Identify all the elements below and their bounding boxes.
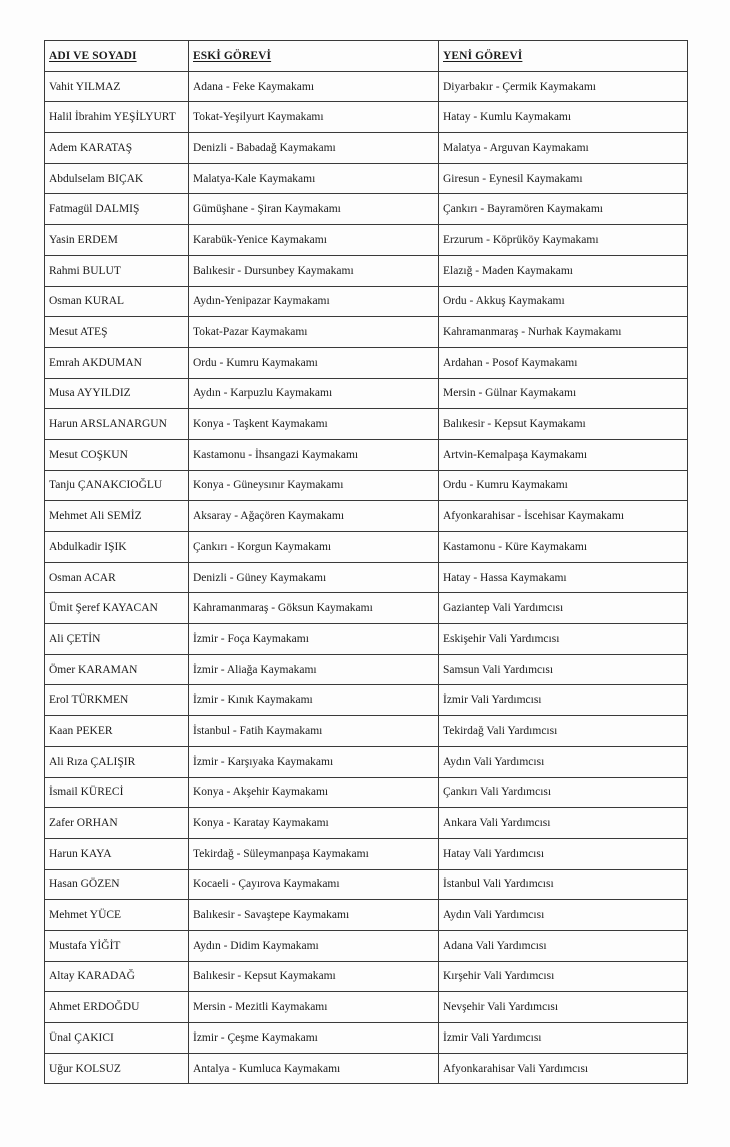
cell-old-post: Konya - Akşehir Kaymakamı: [189, 777, 439, 808]
cell-name: Yasin ERDEM: [45, 225, 189, 256]
cell-old-post: Aydın - Didim Kaymakamı: [189, 930, 439, 961]
cell-name: Ali Rıza ÇALIŞIR: [45, 746, 189, 777]
cell-old-post: Tekirdağ - Süleymanpaşa Kaymakamı: [189, 838, 439, 869]
cell-new-post: Ankara Vali Yardımcısı: [439, 808, 688, 839]
table-row: [45, 593, 688, 624]
table-row: [45, 900, 688, 931]
cell-name: Hasan GÖZEN: [45, 869, 189, 900]
table-row: [45, 961, 688, 992]
cell-name: Vahit YILMAZ: [45, 71, 189, 102]
cell-name: Ömer KARAMAN: [45, 654, 189, 685]
cell-name: Zafer ORHAN: [45, 808, 189, 839]
cell-new-post: Eskişehir Vali Yardımcısı: [439, 624, 688, 655]
table-row: [45, 194, 688, 225]
cell-old-post: Konya - Karatay Kaymakamı: [189, 808, 439, 839]
cell-old-post: Kocaeli - Çayırova Kaymakamı: [189, 869, 439, 900]
cell-new-post: Elazığ - Maden Kaymakamı: [439, 255, 688, 286]
cell-new-post: Kastamonu - Küre Kaymakamı: [439, 532, 688, 563]
cell-old-post: İzmir - Foça Kaymakamı: [189, 624, 439, 655]
cell-name: Kaan PEKER: [45, 716, 189, 747]
cell-new-post: Hatay - Kumlu Kaymakamı: [439, 102, 688, 133]
cell-name: Musa AYYILDIZ: [45, 378, 189, 409]
cell-name: Fatmagül DALMIŞ: [45, 194, 189, 225]
cell-new-post: Giresun - Eynesil Kaymakamı: [439, 163, 688, 194]
cell-name: Ali ÇETİN: [45, 624, 189, 655]
cell-new-post: Çankırı Vali Yardımcısı: [439, 777, 688, 808]
cell-name: Ahmet ERDOĞDU: [45, 992, 189, 1023]
cell-new-post: Erzurum - Köprüköy Kaymakamı: [439, 225, 688, 256]
cell-old-post: Denizli - Babadağ Kaymakamı: [189, 133, 439, 164]
cell-name: Altay KARADAĞ: [45, 961, 189, 992]
cell-new-post: Malatya - Arguvan Kaymakamı: [439, 133, 688, 164]
cell-old-post: Tokat-Yeşilyurt Kaymakamı: [189, 102, 439, 133]
cell-new-post: Ardahan - Posof Kaymakamı: [439, 347, 688, 378]
cell-name: Emrah AKDUMAN: [45, 347, 189, 378]
cell-old-post: Aksaray - Ağaçören Kaymakamı: [189, 501, 439, 532]
cell-new-post: İzmir Vali Yardımcısı: [439, 685, 688, 716]
cell-new-post: Balıkesir - Kepsut Kaymakamı: [439, 409, 688, 440]
table-row: [45, 992, 688, 1023]
cell-name: Mehmet YÜCE: [45, 900, 189, 931]
cell-old-post: Çankırı - Korgun Kaymakamı: [189, 532, 439, 563]
cell-new-post: Kırşehir Vali Yardımcısı: [439, 961, 688, 992]
cell-new-post: Tekirdağ Vali Yardımcısı: [439, 716, 688, 747]
cell-new-post: Adana Vali Yardımcısı: [439, 930, 688, 961]
cell-old-post: Aydın - Karpuzlu Kaymakamı: [189, 378, 439, 409]
cell-old-post: Karabük-Yenice Kaymakamı: [189, 225, 439, 256]
cell-old-post: Konya - Taşkent Kaymakamı: [189, 409, 439, 440]
cell-old-post: Balıkesir - Kepsut Kaymakamı: [189, 961, 439, 992]
table-row: [45, 746, 688, 777]
cell-old-post: İzmir - Karşıyaka Kaymakamı: [189, 746, 439, 777]
cell-new-post: Hatay - Hassa Kaymakamı: [439, 562, 688, 593]
cell-old-post: İstanbul - Fatih Kaymakamı: [189, 716, 439, 747]
cell-name: Abdulselam BIÇAK: [45, 163, 189, 194]
table-row: [45, 470, 688, 501]
cell-new-post: Mersin - Gülnar Kaymakamı: [439, 378, 688, 409]
table-row: [45, 409, 688, 440]
table-row: [45, 163, 688, 194]
table-row: [45, 685, 688, 716]
cell-name: Erol TÜRKMEN: [45, 685, 189, 716]
cell-new-post: Aydın Vali Yardımcısı: [439, 900, 688, 931]
table-header: [45, 41, 688, 72]
table-row: [45, 102, 688, 133]
appointments-table: [44, 40, 688, 1084]
cell-new-post: Samsun Vali Yardımcısı: [439, 654, 688, 685]
cell-name: İsmail KÜRECİ: [45, 777, 189, 808]
table-row: [45, 808, 688, 839]
table-body: [45, 71, 688, 1084]
cell-name: Uğur KOLSUZ: [45, 1053, 189, 1084]
header-old-post: ESKİ GÖREVİ: [189, 41, 439, 72]
table-row: [45, 378, 688, 409]
cell-name: Abdulkadir IŞIK: [45, 532, 189, 563]
table-row: [45, 286, 688, 317]
cell-old-post: İzmir - Aliağa Kaymakamı: [189, 654, 439, 685]
cell-new-post: Afyonkarahisar - İscehisar Kaymakamı: [439, 501, 688, 532]
table-row: [45, 624, 688, 655]
cell-new-post: Afyonkarahisar Vali Yardımcısı: [439, 1053, 688, 1084]
cell-old-post: Adana - Feke Kaymakamı: [189, 71, 439, 102]
cell-name: Rahmi BULUT: [45, 255, 189, 286]
cell-old-post: Konya - Güneysınır Kaymakamı: [189, 470, 439, 501]
cell-old-post: İzmir - Çeşme Kaymakamı: [189, 1023, 439, 1054]
table-row: [45, 71, 688, 102]
header-row: [45, 41, 688, 72]
table-row: [45, 654, 688, 685]
table-row: [45, 869, 688, 900]
cell-new-post: Kahramanmaraş - Nurhak Kaymakamı: [439, 317, 688, 348]
header-new-post: YENİ GÖREVİ: [439, 41, 688, 72]
table-row: [45, 255, 688, 286]
table-row: [45, 347, 688, 378]
cell-name: Halil İbrahim YEŞİLYURT: [45, 102, 189, 133]
cell-old-post: Aydın-Yenipazar Kaymakamı: [189, 286, 439, 317]
cell-name: Tanju ÇANAKCIOĞLU: [45, 470, 189, 501]
cell-name: Osman KURAL: [45, 286, 189, 317]
cell-name: Osman ACAR: [45, 562, 189, 593]
cell-name: Ümit Şeref KAYACAN: [45, 593, 189, 624]
cell-new-post: Çankırı - Bayramören Kaymakamı: [439, 194, 688, 225]
cell-new-post: Ordu - Kumru Kaymakamı: [439, 470, 688, 501]
cell-new-post: Aydın Vali Yardımcısı: [439, 746, 688, 777]
table-row: [45, 1023, 688, 1054]
cell-old-post: Balıkesir - Dursunbey Kaymakamı: [189, 255, 439, 286]
cell-old-post: İzmir - Kınık Kaymakamı: [189, 685, 439, 716]
cell-old-post: Tokat-Pazar Kaymakamı: [189, 317, 439, 348]
cell-old-post: Gümüşhane - Şiran Kaymakamı: [189, 194, 439, 225]
cell-old-post: Ordu - Kumru Kaymakamı: [189, 347, 439, 378]
table-row: [45, 501, 688, 532]
table-row: [45, 777, 688, 808]
table-row: [45, 133, 688, 164]
table-row: [45, 225, 688, 256]
cell-old-post: Denizli - Güney Kaymakamı: [189, 562, 439, 593]
cell-old-post: Kastamonu - İhsangazi Kaymakamı: [189, 439, 439, 470]
cell-name: Mehmet Ali SEMİZ: [45, 501, 189, 532]
cell-new-post: Nevşehir Vali Yardımcısı: [439, 992, 688, 1023]
cell-new-post: İstanbul Vali Yardımcısı: [439, 869, 688, 900]
cell-old-post: Malatya-Kale Kaymakamı: [189, 163, 439, 194]
cell-name: Mesut COŞKUN: [45, 439, 189, 470]
table-row: [45, 317, 688, 348]
table-row: [45, 838, 688, 869]
header-name: ADI VE SOYADI: [45, 41, 189, 72]
cell-old-post: Kahramanmaraş - Göksun Kaymakamı: [189, 593, 439, 624]
cell-name: Adem KARATAŞ: [45, 133, 189, 164]
cell-new-post: Hatay Vali Yardımcısı: [439, 838, 688, 869]
cell-old-post: Antalya - Kumluca Kaymakamı: [189, 1053, 439, 1084]
cell-old-post: Mersin - Mezitli Kaymakamı: [189, 992, 439, 1023]
cell-new-post: Artvin-Kemalpaşa Kaymakamı: [439, 439, 688, 470]
cell-new-post: Gaziantep Vali Yardımcısı: [439, 593, 688, 624]
table-row: [45, 716, 688, 747]
cell-name: Harun KAYA: [45, 838, 189, 869]
cell-name: Harun ARSLANARGUN: [45, 409, 189, 440]
cell-name: Mustafa YİĞİT: [45, 930, 189, 961]
cell-name: Ünal ÇAKICI: [45, 1023, 189, 1054]
table-row: [45, 562, 688, 593]
cell-name: Mesut ATEŞ: [45, 317, 189, 348]
cell-new-post: Diyarbakır - Çermik Kaymakamı: [439, 71, 688, 102]
table-row: [45, 930, 688, 961]
table-row: [45, 1053, 688, 1084]
table-row: [45, 439, 688, 470]
cell-new-post: İzmir Vali Yardımcısı: [439, 1023, 688, 1054]
cell-new-post: Ordu - Akkuş Kaymakamı: [439, 286, 688, 317]
cell-old-post: Balıkesir - Savaştepe Kaymakamı: [189, 900, 439, 931]
table-row: [45, 532, 688, 563]
